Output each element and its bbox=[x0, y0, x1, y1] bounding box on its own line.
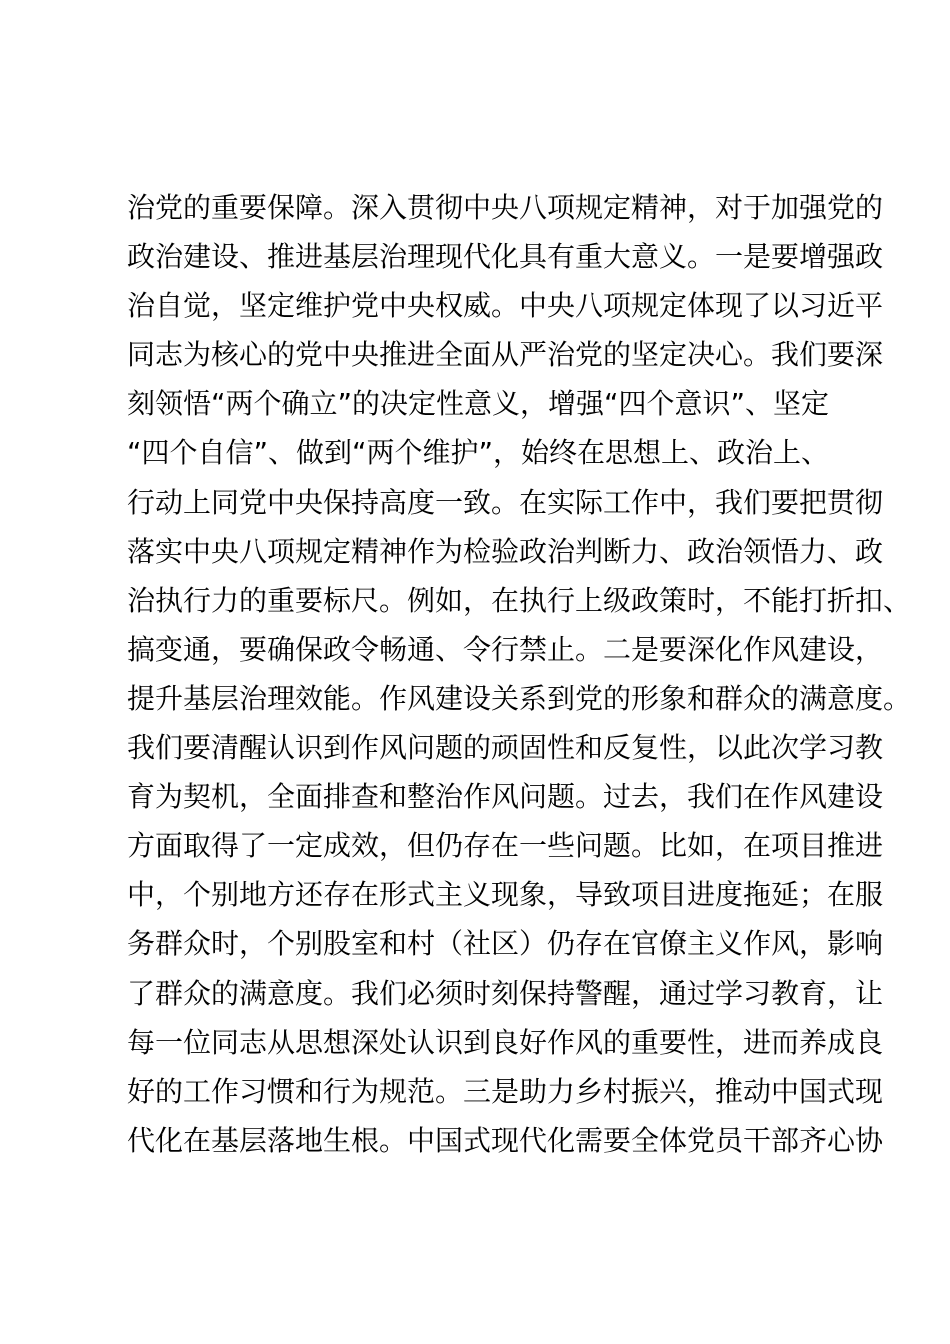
text-line: 行动上同党中央保持高度一致。在实际工作中，我们要把贯彻 bbox=[127, 485, 884, 519]
text-line: 治党的重要保障。深入贯彻中央八项规定精神，对于加强党的 bbox=[127, 191, 884, 224]
text-line: 刻领悟“两个确立”的决定性意义，增强“四个意识”、坚定 bbox=[127, 387, 830, 421]
text-line: 了群众的满意度。我们必须时刻保持警醒，通过学习教育，让 bbox=[127, 976, 884, 1010]
body-text bbox=[127, 183, 912, 1165]
text-line: 治自觉，坚定维护党中央权威。中央八项规定体现了以习近平 bbox=[127, 289, 884, 323]
text-line: 我们要清醒认识到作风问题的顽固性和反复性，以此次学习教 bbox=[127, 731, 884, 765]
text-line: “四个自信”、做到“两个维护”，始终在思想上、政治上、 bbox=[127, 436, 830, 470]
text-line: 治执行力的重要标尺。例如，在执行上级政策时，不能打折扣、 bbox=[127, 583, 912, 617]
text-line: 中，个别地方还存在形式主义现象，导致项目进度拖延；在服 bbox=[127, 878, 884, 912]
text-line: 务群众时，个别股室和村（社区）仍存在官僚主义作风，影响 bbox=[127, 927, 884, 961]
text-line: 方面取得了一定成效，但仍存在一些问题。比如，在项目推进 bbox=[127, 829, 884, 863]
text-line: 政治建设、推进基层治理现代化具有重大意义。一是要增强政 bbox=[127, 240, 884, 274]
text-line: 落实中央八项规定精神作为检验政治判断力、政治领悟力、政 bbox=[127, 534, 884, 568]
text-line: 好的工作习惯和行为规范。三是助力乡村振兴，推动中国式现 bbox=[127, 1074, 884, 1108]
text-line: 搞变通，要确保政令畅通、令行禁止。二是要深化作风建设， bbox=[127, 632, 884, 666]
text-line: 同志为核心的党中央推进全面从严治党的坚定决心。我们要深 bbox=[127, 338, 884, 372]
text-line: 每一位同志从思想深处认识到良好作风的重要性，进而养成良 bbox=[127, 1025, 884, 1059]
text-line: 育为契机，全面排查和整治作风问题。过去，我们在作风建设 bbox=[127, 780, 884, 814]
text-line: 代化在基层落地生根。中国式现代化需要全体党员干部齐心协 bbox=[127, 1123, 884, 1157]
text-line: 提升基层治理效能。作风建设关系到党的形象和群众的满意度。 bbox=[127, 681, 912, 715]
